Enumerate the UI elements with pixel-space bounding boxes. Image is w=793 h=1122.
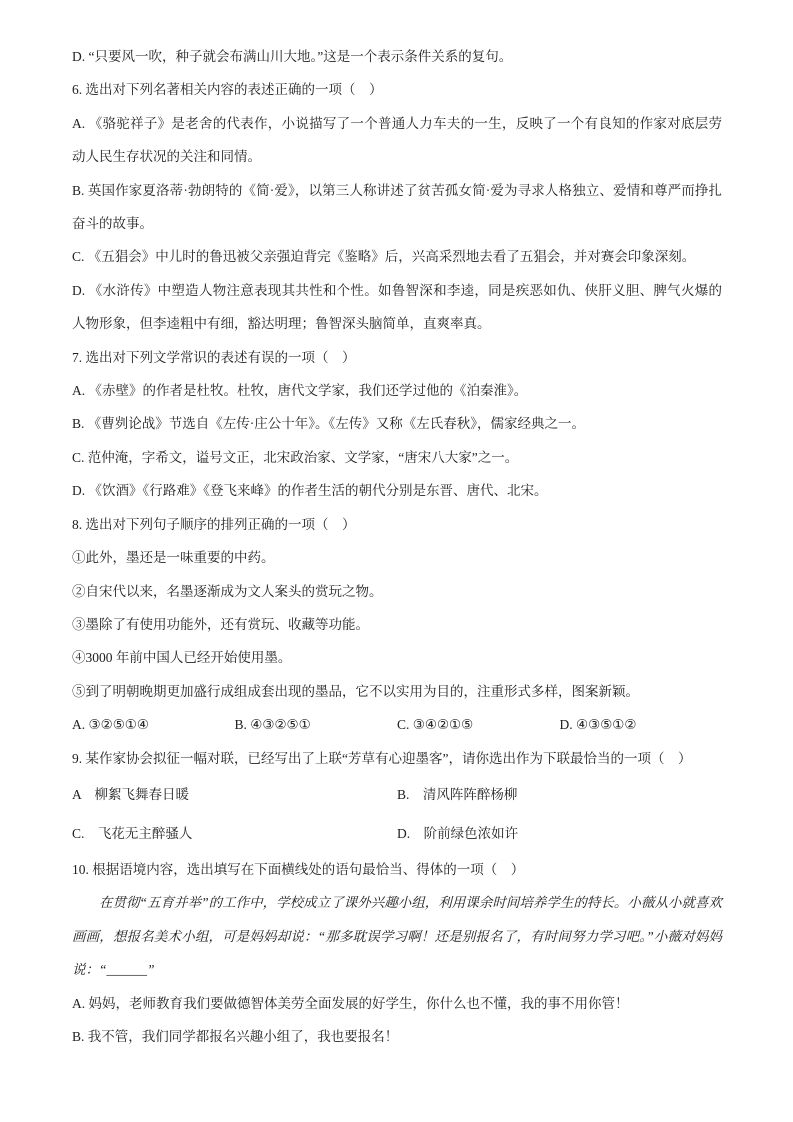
q8-stem: 8. 选出对下列句子顺序的排列正确的一项（ ） [72, 516, 356, 532]
q8-sentence-1: ①此外，墨还是一味重要的中药。 [72, 550, 275, 566]
q10-option-b: B. 我不管，我们同学都报名兴趣小组了，我也要报名！ [72, 1028, 399, 1044]
q9-option-a: A 柳絮飞舞春日暖 [72, 786, 190, 802]
q7-option-d: D. 《饮酒》《行路难》《登飞来峰》的作者生活的朝代分别是东晋、唐代、北宋。 [72, 483, 548, 499]
q6-option-a: A. 《骆驼祥子》是老舍的代表作，小说描写了一个普通人力车夫的一生，反映了一个有良知的作家对底层劳动人民生存状况的关注和同情。 [72, 115, 722, 165]
q10-context-passage: 在贯彻“五育并举”的工作中，学校成立了课外兴趣小组，利用课余时间培养学生的特长。小薇从小就喜欢画画，想报名美术小组，可是妈妈却说：“那多耽误学习啊！还是别报名了，有时间努力学习吧。”小薇对妈妈说：“______” [72, 895, 722, 978]
q9-options-row-1 [72, 775, 722, 814]
q9-options-row-2 [72, 814, 722, 853]
q7-option-a: A. 《赤壁》的作者是杜牧。杜牧，唐代文学家，我们还学过他的《泊秦淮》。 [72, 383, 528, 399]
q7-option-b: B. 《曹刿论战》节选自《左传·庄公十年》。《左传》又称《左氏春秋》，儒家经典之一。 [72, 416, 585, 432]
q6-option-d: D. 《水浒传》中塑造人物注意表现其共性和个性。如鲁智深和李逵，同是疾恶如仇、侠肝义胆、脾气火爆的人物形象，但李逵粗中有细，豁达明理；鲁智深头脑简单，直爽率真。 [72, 282, 722, 332]
prev-question-option-d: D. “只要风一吹，种子就会布满山川大地。”这是一个表示条件关系的复句。 [72, 49, 513, 64]
q8-answer-c: C. ③④②①⑤ [397, 717, 474, 733]
q7-option-c: C. 范仲淹，字希文，谥号文正，北宋政治家、文学家，“唐宋八大家”之一。 [72, 449, 519, 465]
q8-sentence-4: ④3000 年前中国人已经开始使用墨。 [72, 650, 292, 666]
q8-answer-a: A. ③②⑤①④ [72, 717, 150, 733]
q8-answer-d: D. ④③⑤①② [559, 717, 637, 733]
q10-option-a: A. 妈妈，老师教育我们要做德智体美劳全面发展的好学生，你什么也不懂，我的事不用你管！ [72, 995, 629, 1011]
q8-answer-b: B. ④③②⑤① [234, 717, 311, 733]
q6-stem: 6. 选出对下列名著相关内容的表述正确的一项（ ） [72, 82, 383, 98]
q6-option-c: C. 《五猖会》中儿时的鲁迅被父亲强迫背完《鉴略》后，兴高采烈地去看了五猖会，并对赛会印象深刻。 [72, 249, 696, 265]
q9-option-b: B. 清风阵阵醉杨柳 [397, 786, 518, 802]
q10-stem: 10. 根据语境内容，选出填写在下面横线处的语句最恰当、得体的一项（ ） [72, 861, 525, 877]
q8-sentence-3: ③墨除了有使用功能外，还有赏玩、收藏等功能。 [72, 616, 369, 632]
q6-option-b: B. 英国作家夏洛蒂·勃朗特的《简·爱》，以第三人称讲述了贫苦孤女简·爱为寻求人格独立、爱情和尊严而挣扎奋斗的故事。 [72, 182, 722, 232]
q8-sentence-5: ⑤到了明朝晚期更加盛行成组成套出现的墨品，它不以实用为目的，注重形式多样，图案新颖。 [72, 683, 639, 699]
q9-option-c: C. 飞花无主醉骚人 [72, 825, 193, 841]
q9-option-d: D. 阶前绿色浓如许 [397, 825, 519, 841]
q9-stem: 9. 某作家协会拟征一幅对联，已经写出了上联“芳草有心迎墨客”，请你选出作为下联最恰当的一项（ ） [72, 750, 692, 766]
q8-sentence-2: ②自宋代以来，名墨逐渐成为文人案头的赏玩之物。 [72, 583, 383, 599]
q7-stem: 7. 选出对下列文学常识的表述有误的一项（ ） [72, 349, 356, 365]
q8-answers-row [72, 708, 722, 741]
